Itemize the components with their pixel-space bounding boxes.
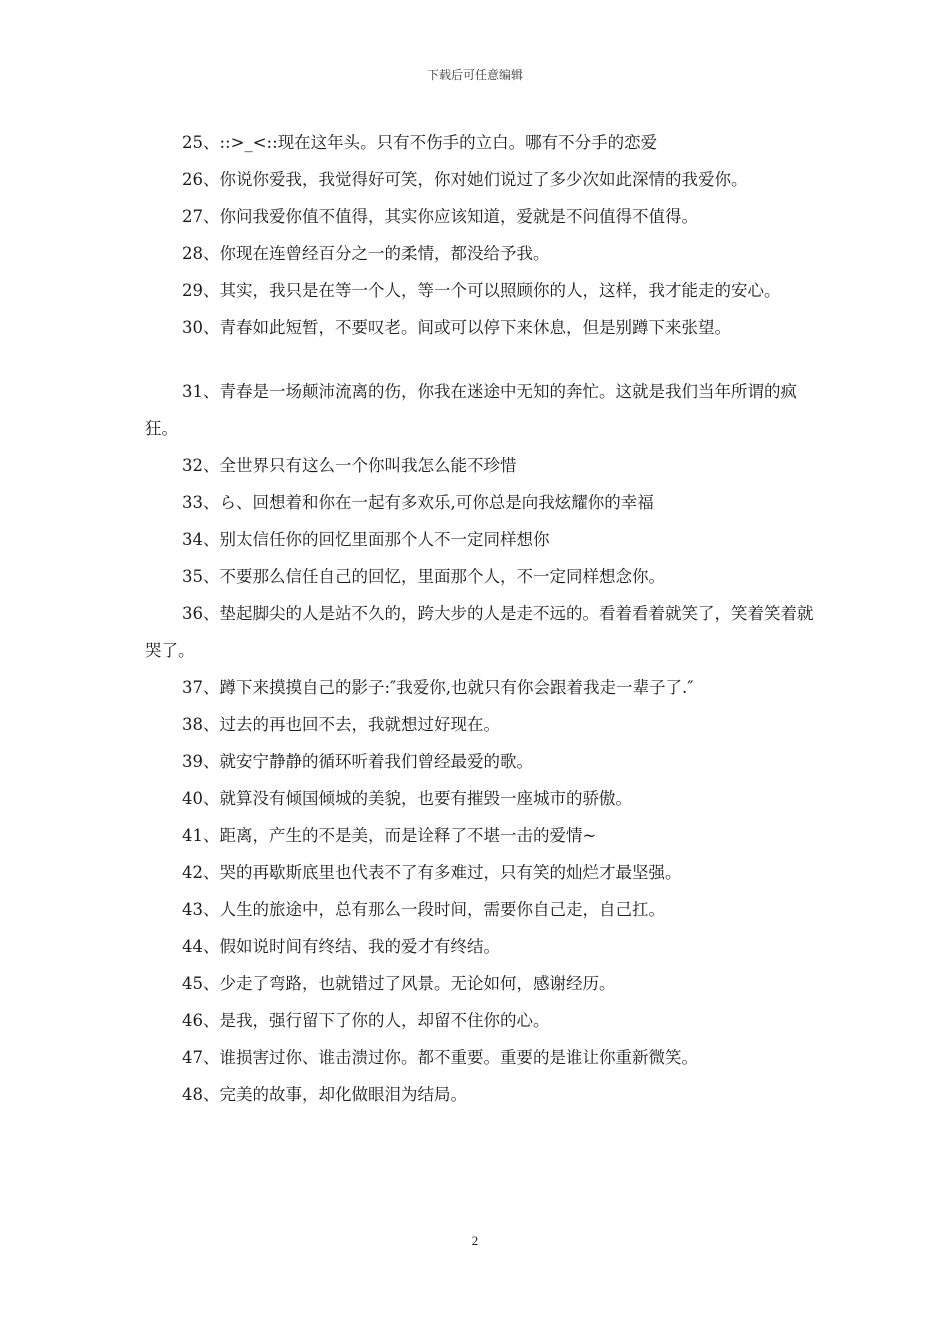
paragraph-42: 42、哭的再歇斯底里也代表不了有多难过，只有笑的灿烂才最坚强。: [182, 863, 682, 882]
paragraph-27: 27、你问我爱你值不值得，其实你应该知道，爱就是不问值得不值得。: [182, 207, 698, 226]
paragraph-35: 35、不要那么信任自己的回忆，里面那个人，不一定同样想念你。: [182, 567, 665, 586]
paragraph-37: 37、蹲下来摸摸自己的影子:″我爱你,也就只有你会跟着我走一辈子了.″: [182, 678, 694, 697]
paragraph-44: 44、假如说时间有终结、我的爱才有终结。: [182, 937, 500, 956]
paragraph-39: 39、就安宁静静的循环听着我们曾经最爱的歌。: [182, 752, 533, 771]
page-number: 2: [471, 1233, 479, 1248]
paragraph-33: 33、ら、回想着和你在一起有多欢乐,可你总是向我炫耀你的幸福: [182, 493, 654, 512]
paragraph-40: 40、就算没有倾国倾城的美貌，也要有摧毁一座城市的骄傲。: [182, 789, 632, 808]
document-body: [145, 124, 825, 1113]
paragraph-30: 30、青春如此短暂，不要叹老。间或可以停下来休息，但是别蹲下来张望。: [182, 318, 731, 337]
paragraph-46: 46、是我，强行留下了你的人，却留不住你的心。: [182, 1011, 550, 1030]
paragraph-48: 48、完美的故事，却化做眼泪为结局。: [182, 1085, 467, 1104]
paragraph-25: 25、::>_<::现在这年头。只有不伤手的立白。哪有不分手的恋爱: [182, 133, 658, 152]
paragraph-36: 36、垫起脚尖的人是站不久的，跨大步的人是走不远的。看着看着就笑了，笑着笑着就哭了。: [145, 604, 814, 660]
paragraph-28: 28、你现在连曾经百分之一的柔情，都没给予我。: [182, 244, 550, 263]
paragraph-47: 47、谁损害过你、谁击溃过你。都不重要。重要的是谁让你重新微笑。: [182, 1048, 698, 1067]
page-header: 下载后可任意编辑: [426, 68, 523, 82]
paragraph-26: 26、你说你爱我，我觉得好可笑，你对她们说过了多少次如此深情的我爱你。: [182, 170, 748, 189]
paragraph-31: 31、青春是一场颠沛流离的伤，你我在迷途中无知的奔忙。这就是我们当年所谓的疯狂。: [145, 382, 797, 438]
paragraph-41: 41、距离，产生的不是美，而是诠释了不堪一击的爱情~: [182, 826, 597, 845]
paragraph-45: 45、少走了弯路，也就错过了风景。无论如何，感谢经历。: [182, 974, 616, 993]
paragraph-32: 32、全世界只有这么一个你叫我怎么能不珍惜: [182, 456, 517, 475]
paragraph-38: 38、过去的再也回不去，我就想过好现在。: [182, 715, 500, 734]
paragraph-43: 43、人生的旅途中，总有那么一段时间，需要你自己走，自己扛。: [182, 900, 665, 919]
paragraph-29: 29、其实，我只是在等一个人，等一个可以照顾你的人，这样，我才能走的安心。: [182, 281, 781, 300]
paragraph-34: 34、别太信任你的回忆里面那个人不一定同样想你: [182, 530, 550, 549]
